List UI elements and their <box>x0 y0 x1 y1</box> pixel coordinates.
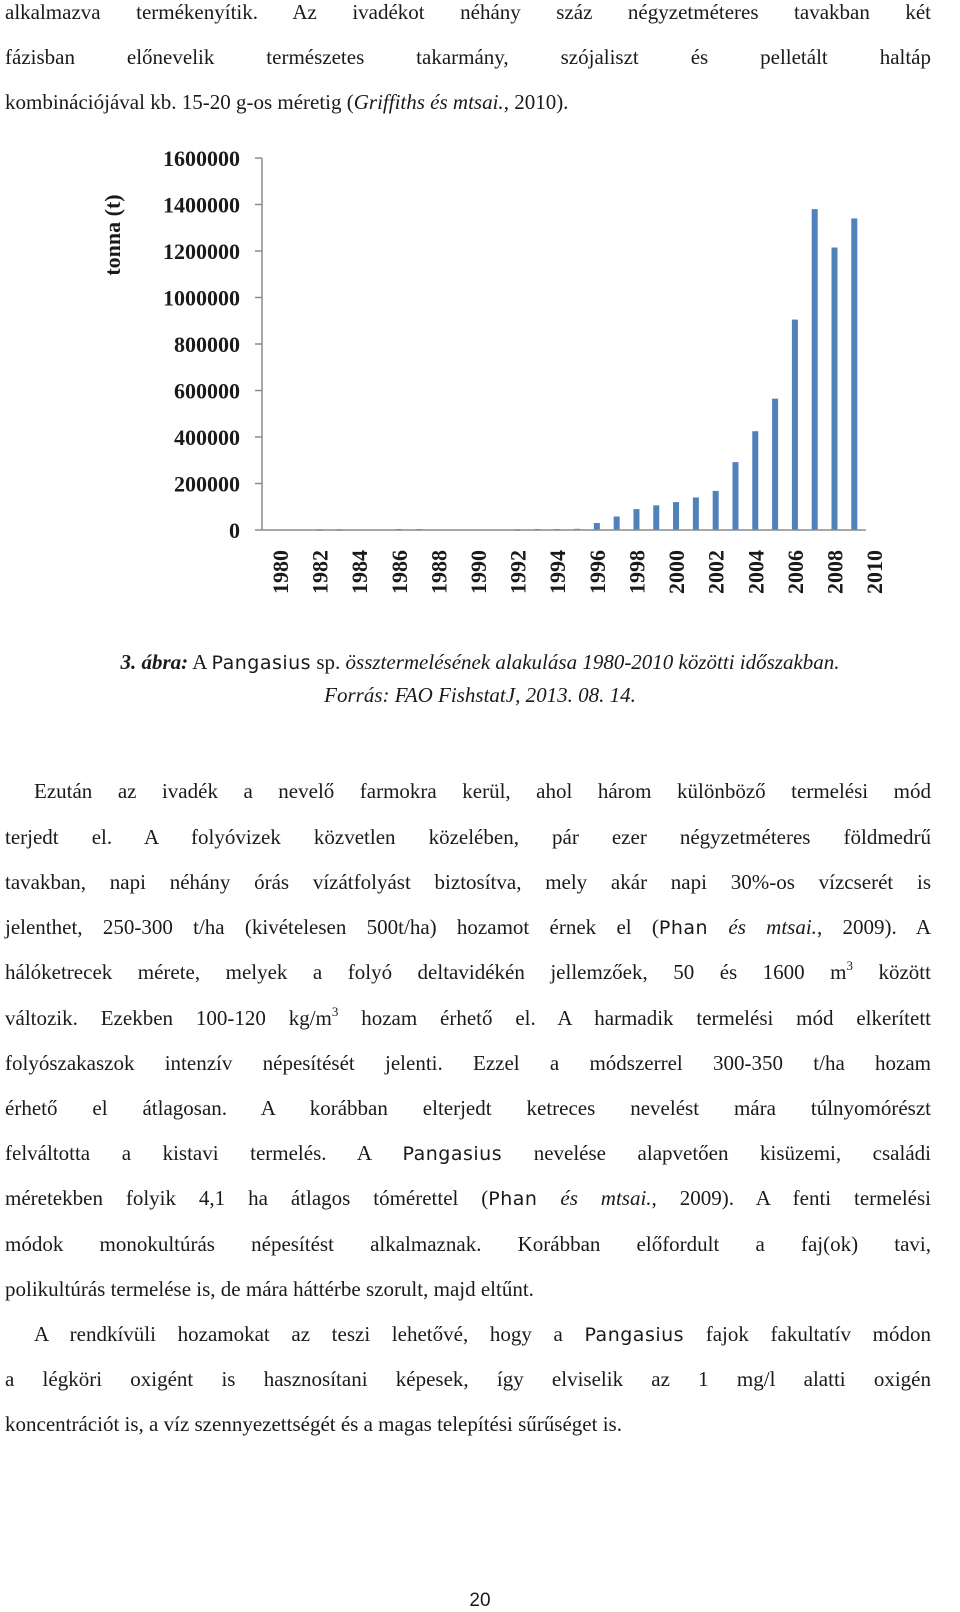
bar-2008 <box>831 248 837 530</box>
bar-2001 <box>693 497 699 530</box>
text-line: polikultúrás termelése is, de mára háttérbe szorult, majd eltűnt. <box>5 1277 534 1301</box>
text-span: , 2009). A fenti termelési <box>651 1186 931 1210</box>
y-tick-label: 600000 <box>174 378 240 404</box>
text-line: koncentrációt is, a víz szennyezettségét és a magas telepítési sűrűséget is. <box>5 1412 622 1436</box>
text-span: hozam érhető el. A harmadik termelési mód elkerített <box>338 1006 931 1030</box>
x-tick-label: 1990 <box>466 550 492 594</box>
y-tick-label: 400000 <box>174 425 240 450</box>
bar-2005 <box>772 399 778 530</box>
x-tick-label: 1980 <box>268 550 293 594</box>
y-tick-label: 1600000 <box>163 146 240 171</box>
text-span: között <box>853 960 931 984</box>
x-tick-label: 2006 <box>782 550 808 594</box>
text-span: nevelése alapvetően kisüzemi, családi <box>502 1141 931 1165</box>
figure-source: Forrás: FAO FishstatJ, 2013. 08. 14. <box>324 683 636 707</box>
text-span: fajok fakultatív módon <box>684 1322 931 1346</box>
superscript: 3 <box>331 1004 339 1019</box>
citation-authors: Griffiths és mtsai. <box>353 90 504 114</box>
citation-author: Phan <box>488 1188 538 1210</box>
bar-2009 <box>851 218 857 530</box>
text-span: változik. Ezekben 100-120 kg/m <box>5 1006 332 1030</box>
bar-2002 <box>713 491 719 530</box>
text-line <box>5 1141 931 1166</box>
text-span: sp. <box>311 650 346 674</box>
text-span: jelenthet, 250-300 t/ha (kivételesen 500t/ha) hozamot érnek el ( <box>5 915 659 939</box>
y-tick-label: 1000000 <box>163 285 240 311</box>
y-tick-label: 1200000 <box>163 239 240 264</box>
text-span: , 2009). A <box>816 915 932 939</box>
x-tick-label: 2004 <box>743 550 769 594</box>
text-span: és mtsai. <box>708 915 817 939</box>
x-tick-label: 2010 <box>862 550 888 594</box>
text-line <box>34 1322 931 1347</box>
y-tick-label: 1400000 <box>163 192 240 218</box>
text-span: méretekben folyik 4,1 ha átlagos tómérettel ( <box>5 1186 489 1210</box>
bar-2007 <box>812 209 818 530</box>
text-line <box>5 1186 931 1211</box>
bar-2000 <box>673 502 679 530</box>
text-line: fázisban előnevelik természetes takarmány, szójaliszt és pelletált haltáp <box>5 45 931 69</box>
bar-1997 <box>614 517 620 530</box>
x-tick-label: 2008 <box>822 550 848 594</box>
y-tick-label: 200000 <box>174 471 240 497</box>
species-name: Pangasius <box>402 1143 503 1165</box>
text-line: érhető el átlagosan. A korábban elterjedt ketreces nevelést mára túlnyomórészt <box>5 1096 931 1120</box>
text-span: , 2010). <box>503 90 569 114</box>
y-tick-label: 800000 <box>174 332 240 357</box>
x-tick-label: 1996 <box>584 550 610 594</box>
x-tick-label: 2002 <box>703 550 729 594</box>
bar-2004 <box>752 431 758 530</box>
bar-1999 <box>653 505 659 530</box>
production-bar-chart <box>0 130 960 620</box>
bar-2006 <box>792 320 798 530</box>
citation-author: Phan <box>658 917 709 939</box>
page-number: 20 <box>469 1590 491 1611</box>
text-span: hálóketrecek mérete, melyek a folyó deltavidékén jellemzőek, 50 és 1600 m <box>5 960 847 984</box>
text-line: a légköri oxigént is hasznosítani képesek, így elviselik az 1 mg/l alatti oxigén <box>5 1367 931 1391</box>
species-name: Pangasius <box>211 652 312 674</box>
x-tick-label: 1998 <box>624 550 650 594</box>
text-line <box>5 90 931 114</box>
bar-2003 <box>732 462 738 530</box>
x-tick-label: 1988 <box>426 550 452 594</box>
caption-text: össztermelésének alakulása 1980-2010 közötti időszakban. <box>345 650 840 674</box>
text-line: folyószakaszok intenzív népesítését jelenti. Ezzel a módszerrel 300-350 t/ha hozam <box>5 1051 931 1075</box>
text-line <box>5 915 931 940</box>
x-tick-label: 1984 <box>347 550 373 594</box>
text-line: módok monokultúrás népesítést alkalmaznak. Korábban előfordult a faj(ok) tavi, <box>5 1232 931 1256</box>
text-span: A rendkívüli hozamokat az teszi lehetővé, hogy a <box>34 1322 585 1346</box>
text-span: és mtsai. <box>537 1186 652 1210</box>
bar-1998 <box>633 509 639 530</box>
text-span: A <box>188 650 212 674</box>
x-tick-label: 1982 <box>307 550 333 594</box>
figure-caption <box>0 650 960 675</box>
x-tick-label: 2000 <box>664 550 690 594</box>
text-line <box>5 1006 931 1030</box>
text-line <box>5 960 931 984</box>
text-span: kombinációjával kb. 15-20 g-os méretig ( <box>5 90 354 114</box>
x-tick-label: 1986 <box>386 550 412 594</box>
x-tick-label: 1994 <box>545 550 571 594</box>
caption-label: 3. ábra: <box>120 650 189 674</box>
x-tick-label: 1992 <box>505 550 531 594</box>
y-axis-label: tonna (t) <box>100 194 125 276</box>
y-tick-label: 0 <box>229 518 240 543</box>
bar-1996 <box>594 523 600 530</box>
text-line: Ezután az ivadék a nevelő farmokra kerül, ahol három különböző termelési mód <box>34 779 931 803</box>
species-name: Pangasius <box>584 1324 685 1346</box>
superscript: 3 <box>846 958 853 973</box>
text-line: tavakban, napi néhány órás vízátfolyást biztosítva, mely akár napi 30%-os vízcserét is <box>5 870 931 894</box>
text-line: alkalmazva termékenyítik. Az ivadékot néhány száz négyzetméteres tavakban két <box>5 0 931 24</box>
text-line: terjedt el. A folyóvizek közvetlen közelében, pár ezer négyzetméteres földmedrű <box>5 825 931 849</box>
text-span: felváltotta a kistavi termelés. A <box>5 1141 403 1165</box>
